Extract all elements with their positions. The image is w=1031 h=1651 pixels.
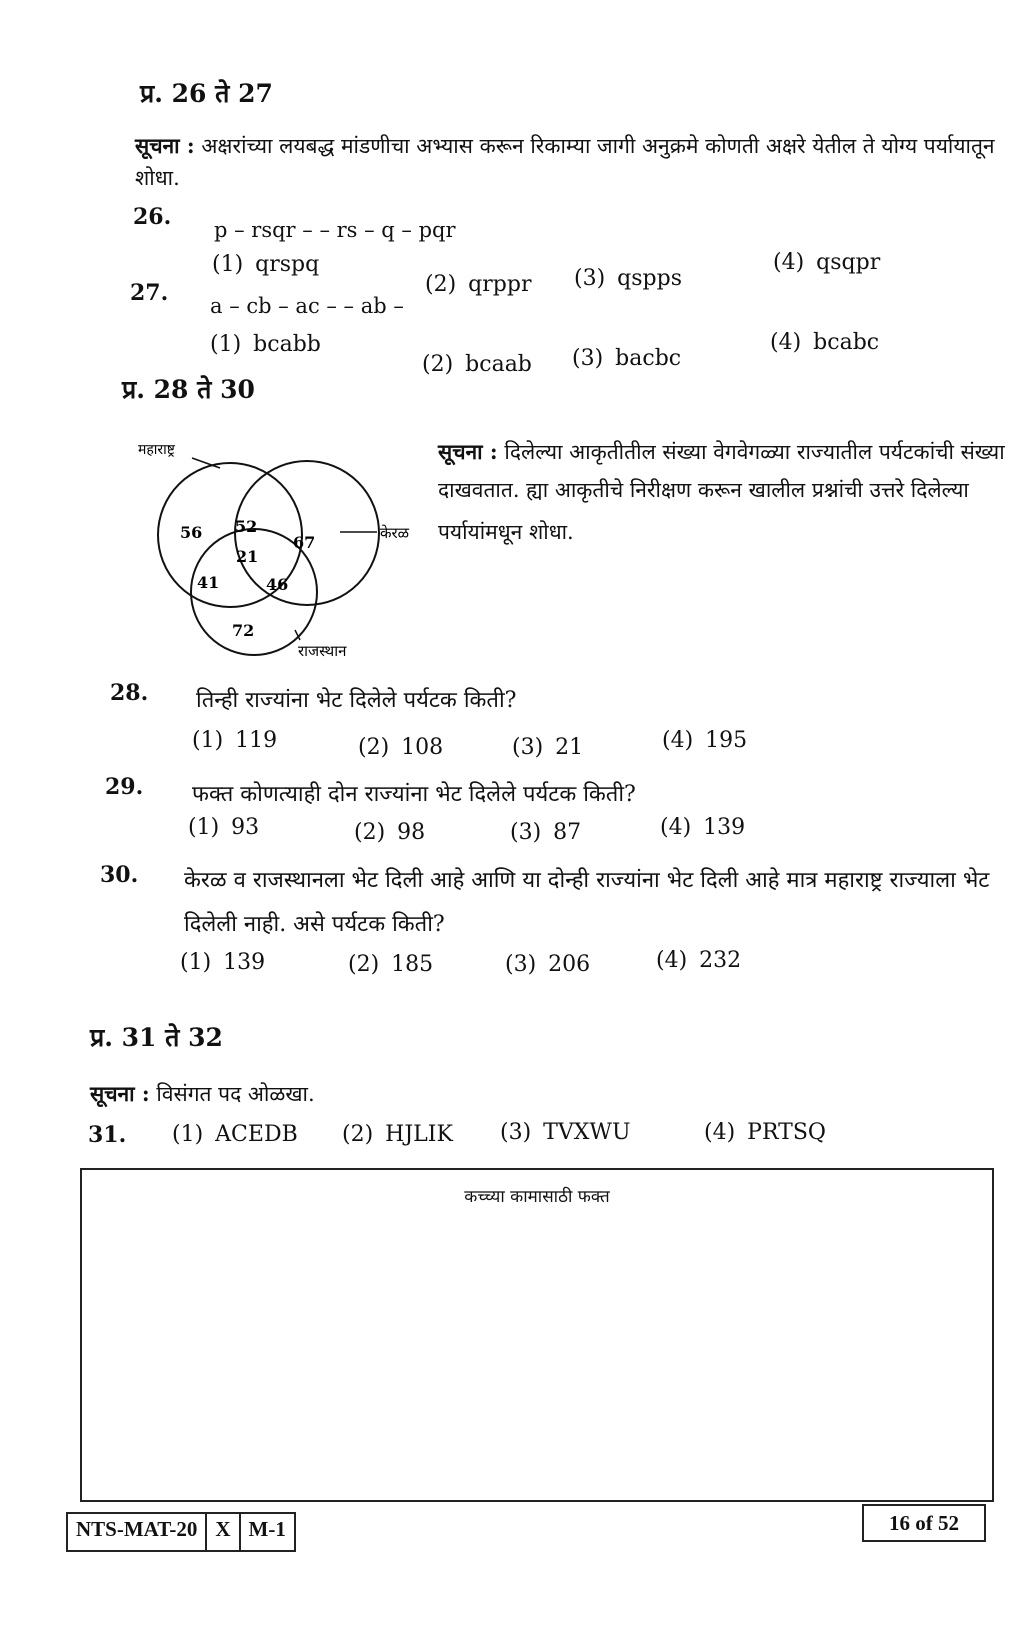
option-text: 98 [397,820,426,845]
q29-option-4 [660,815,745,840]
instruction-26-27 [135,132,995,160]
option-text: qrspq [255,252,320,277]
instruction-text: अक्षरांच्या लयबद्ध मांडणीचा अभ्यास करून रिकाम्या जागी अनुक्रमे कोणती अक्षरे येतील ते योग्य पर्यायातून [201,134,995,158]
venn-diagram [130,440,420,660]
class-code: X [207,1514,240,1550]
option-text: bcabc [813,330,880,355]
label-maharashtra: महाराष्ट्र [138,442,175,458]
option-text: bcaab [465,352,532,377]
option-number: (2) [342,1122,374,1147]
q28-option-4 [662,728,747,753]
label-rajasthan: राजस्थान [298,642,347,660]
question-number-31: 31. [88,1122,127,1148]
question-number-30: 30. [100,862,139,888]
option-number: (2) [425,272,457,297]
paper-code-box [66,1512,296,1552]
option-number: (1) [192,728,224,753]
option-text: qspps [617,266,683,291]
question-number-27: 27. [130,280,169,306]
question-27-sequence: a – cb – ac – – ab – [210,294,404,318]
q30-option-4 [656,948,741,973]
q28-option-3 [512,735,583,760]
q26-option-1 [212,252,319,277]
option-text: qsqpr [816,250,881,275]
option-number: (3) [510,820,542,845]
option-text: 139 [223,950,266,975]
option-text: 139 [703,815,746,840]
q31-option-4 [704,1120,826,1145]
option-number: (4) [704,1120,736,1145]
question-number-28: 28. [110,680,149,706]
option-number: (4) [770,330,802,355]
value-all-three: 21 [236,547,259,566]
q27-option-2 [422,352,532,377]
option-number: (2) [354,820,386,845]
option-number: (1) [188,815,220,840]
q27-option-1 [210,332,321,357]
question-29-text: फक्त कोणत्याही दोन राज्यांना भेट दिलेले पर्यटक किती? [192,782,636,807]
option-number: (4) [656,948,688,973]
option-number: (3) [512,735,544,760]
instruction-28-30 [438,438,1005,466]
option-number: (2) [358,735,390,760]
q26-option-3 [574,266,682,291]
q30-option-1 [180,950,265,975]
value-maharashtra-rajasthan: 41 [197,573,220,592]
instruction-label: सूचना : [135,133,195,158]
q30-option-2 [348,952,433,977]
option-number: (1) [180,950,212,975]
option-text: ACEDB [215,1122,298,1147]
option-number: (1) [210,332,242,357]
option-text: HJLIK [385,1122,453,1147]
instruction-text: दिलेल्या आकृतीतील संख्या वेगवेगळ्या राज्यातील पर्यटकांची संख्या [504,440,1005,464]
value-only-rajasthan: 72 [232,621,255,640]
option-number: (1) [212,252,244,277]
q27-option-3 [572,346,681,371]
option-text: TVXWU [543,1120,631,1145]
option-number: (3) [574,266,606,291]
question-number-26: 26. [133,204,172,230]
question-28-text: तिन्ही राज्यांना भेट दिलेले पर्यटक किती? [196,688,517,713]
value-maharashtra-kerala: 52 [235,517,258,536]
option-number: (4) [662,728,694,753]
option-number: (2) [348,952,380,977]
option-text: 206 [548,952,591,977]
page-number: 16 of 52 [862,1504,986,1542]
q31-option-3 [500,1120,631,1145]
section-heading-28-30: प्र. 28 ते 30 [122,375,255,404]
q31-option-1 [172,1122,298,1147]
option-number: (2) [422,352,454,377]
q28-option-1 [192,728,277,753]
value-only-maharashtra: 56 [180,523,203,542]
option-number: (1) [172,1122,204,1147]
option-text: 108 [401,735,444,760]
rough-work-box [80,1168,994,1502]
option-text: 87 [553,820,582,845]
question-30-text-line2: दिलेली नाही. असे पर्यटक किती? [184,912,445,937]
option-number: (3) [572,346,604,371]
paper-code: NTS-MAT-20 [68,1514,207,1550]
value-kerala-rajasthan: 46 [266,575,289,594]
instruction-label: सूचना : [438,439,498,464]
option-number: (3) [505,952,537,977]
rough-work-title: कच्च्या कामासाठी फक्त [464,1187,610,1207]
option-text: 21 [555,735,584,760]
option-text: 195 [705,728,748,753]
q27-option-4 [770,330,879,355]
q29-option-2 [354,820,425,845]
option-text: 232 [699,948,742,973]
instruction-text: विसंगत पद ओळखा. [156,1082,315,1106]
q30-option-3 [505,952,590,977]
question-number-29: 29. [105,774,144,800]
instruction-31-32 [90,1080,315,1108]
instruction-26-27-cont: शोधा. [135,166,180,190]
option-text: qrppr [468,272,532,297]
instruction-label: सूचना : [90,1081,150,1106]
option-text: 119 [235,728,278,753]
option-number: (4) [773,250,805,275]
instruction-28-30-line3: पर्यायांमधून शोधा. [438,520,574,544]
q29-option-3 [510,820,581,845]
question-26-sequence: p – rsqr – – rs – q – pqr [214,218,456,242]
q26-option-4 [773,250,880,275]
option-text: 185 [391,952,434,977]
option-text: bacbc [615,346,682,371]
option-number: (4) [660,815,692,840]
medium-code: M-1 [248,1517,286,1541]
option-number: (3) [500,1120,532,1145]
value-only-kerala: 67 [293,533,316,552]
q28-option-2 [358,735,443,760]
q26-option-2 [425,272,531,297]
q31-option-2 [342,1122,453,1147]
label-kerala: केरळ [380,524,410,542]
section-heading-31-32: प्र. 31 ते 32 [90,1023,223,1052]
option-text: bcabb [253,332,321,357]
question-30-text-line1: केरळ व राजस्थानला भेट दिली आहे आणि या दोन्ही राज्यांना भेट दिली आहे मात्र महाराष्ट्र राज्याला भेट [184,868,990,893]
q29-option-1 [188,815,259,840]
option-text: 93 [231,815,260,840]
section-heading-26-27: प्र. 26 ते 27 [140,79,273,108]
instruction-28-30-line2: दाखवतात. ह्या आकृतीचे निरीक्षण करून खालील प्रश्नांची उत्तरे दिलेल्या [438,478,969,502]
option-text: PRTSQ [747,1120,826,1145]
